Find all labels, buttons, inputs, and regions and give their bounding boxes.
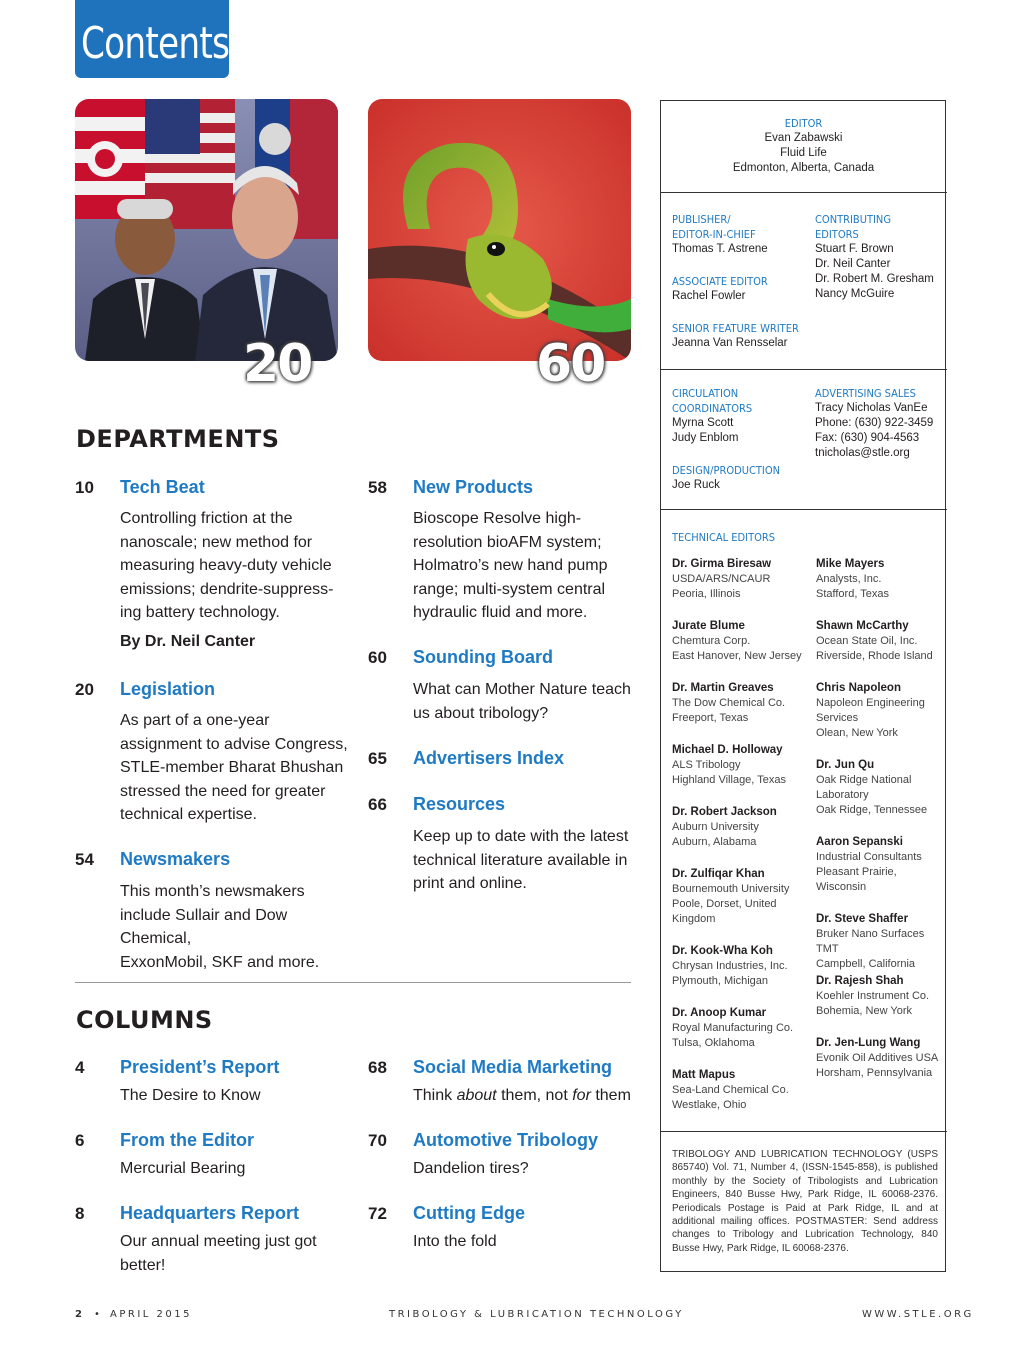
- editor-affiliation: Chemtura Corp. East Hanover, New Jersey: [672, 635, 802, 662]
- entry-description: Mercurial Bearing: [120, 1160, 246, 1177]
- entry-page: 58: [368, 478, 387, 497]
- editor-name: Dr. Jen-Lung Wang: [816, 1037, 921, 1049]
- editor-entry: [816, 758, 944, 835]
- circulation-label: CIRCULATION COORDINATORS: [672, 387, 753, 415]
- entry-title[interactable]: Resources: [413, 794, 506, 814]
- entry-description: As part of a one-year assignment to advise Congress, STLE-member Bharat Bhushan stressed the need for greater technical expertise.: [120, 712, 348, 823]
- publication-statement: TRIBOLOGY AND LUBRICATION TECHNOLOGY (USPS 865740) Vol. 71, Number 4, (ISSN-1545-858), is published monthly by the Society of Tribologists and Lubrication Engineers, 840 Busse Hwy, Park Ridge, IL 60068-2376. Periodicals Postage is Paid at Park Ridge, IL and at additional mailing offices. POSTMASTER: Send address changes to Tribology and Lubrication Technology, 840 Busse Hwy, Park Ridge, IL 60068-2376.: [672, 1149, 938, 1254]
- entry-page: 4: [75, 1058, 85, 1077]
- contents-header-tab: [75, 0, 229, 78]
- entry-title[interactable]: Cutting Edge: [413, 1203, 525, 1223]
- editor-affiliation: ALS Tribology Highland Village, Texas: [672, 759, 786, 786]
- footer-separator: •: [94, 1309, 103, 1320]
- footer-publication: TRIBOLOGY & LUBRICATION TECHNOLOGY: [389, 1309, 684, 1320]
- entry-title[interactable]: Tech Beat: [120, 477, 205, 497]
- departments-heading: DEPARTMENTS: [76, 425, 280, 453]
- publisher-label: PUBLISHER/ EDITOR-IN-CHIEF: [672, 213, 756, 241]
- entry-description: Dandelion tires?: [413, 1160, 529, 1177]
- entry-title[interactable]: New Products: [413, 477, 534, 497]
- editor-name: Mike Mayers: [816, 558, 885, 570]
- editor-name: Dr. Girma Biresaw: [672, 558, 772, 570]
- editor-name: Matt Mapus: [672, 1069, 736, 1081]
- editor-entry: [672, 681, 812, 743]
- editor-name: Jurate Blume: [672, 620, 745, 632]
- editor-affiliation: The Dow Chemical Co. Freeport, Texas: [672, 697, 786, 724]
- editor-affiliation: USDA/ARS/NCAUR Peoria, Illinois: [672, 573, 771, 600]
- editor-affiliation: Sea-Land Chemical Co. Westlake, Ohio: [672, 1084, 789, 1111]
- editor-name: Shawn McCarthy: [816, 620, 909, 632]
- entry-page: 66: [368, 795, 387, 814]
- editor-entry: [816, 681, 944, 758]
- footer-page-number: 2: [75, 1309, 82, 1320]
- design-name: Joe Ruck: [672, 479, 720, 491]
- entry-title[interactable]: President’s Report: [120, 1057, 280, 1077]
- editor-name: Dr. Jun Qu: [816, 759, 875, 771]
- entry-title[interactable]: Social Media Marketing: [413, 1057, 613, 1077]
- entry-title[interactable]: Automotive Tribology: [413, 1130, 599, 1150]
- entry-page: 60: [368, 648, 387, 667]
- editor-name: Michael D. Holloway: [672, 744, 783, 756]
- masthead-rule: [660, 192, 947, 193]
- photo-page-number: 20: [243, 334, 312, 394]
- editor-affiliation: Royal Manufacturing Co. Tulsa, Oklahoma: [672, 1022, 794, 1049]
- entry-title[interactable]: Legislation: [120, 679, 216, 699]
- entry-title[interactable]: From the Editor: [120, 1130, 254, 1150]
- entry-description: Keep up to date with the latest technical literature available in print and online.: [413, 828, 629, 892]
- editor-name: Dr. Zulfiqar Khan: [672, 868, 765, 880]
- entry-description: Controlling friction at the nanoscale; new method for measuring heavy-duty vehicle emissions; dendrite-suppress- ing battery technology.: [120, 510, 334, 621]
- entry-page: 20: [75, 680, 94, 699]
- editor-name: Chris Napoleon: [816, 682, 901, 694]
- editor-name: Dr. Anoop Kumar: [672, 1007, 767, 1019]
- editor-entry: [672, 619, 812, 681]
- editor-entry: [672, 1068, 812, 1130]
- editor-entry: [672, 1006, 812, 1068]
- entry-page: 65: [368, 749, 387, 768]
- entry-page: 10: [75, 478, 94, 497]
- technical-editors-label: TECHNICAL EDITORS: [672, 531, 776, 544]
- entry-byline: By Dr. Neil Canter: [120, 633, 256, 650]
- editor-entry: [816, 619, 944, 681]
- editor-name: Dr. Martin Greaves: [672, 682, 774, 694]
- editor-info: Evan Zabawski Fluid Life Edmonton, Alberta, Canada: [732, 132, 875, 174]
- editor-affiliation: Auburn University Auburn, Alabama: [672, 821, 759, 848]
- editor-affiliation: Napoleon Engineering Services Olean, New York: [816, 697, 925, 739]
- entry-title[interactable]: Sounding Board: [413, 647, 553, 667]
- photo-sounding-board: [368, 99, 631, 361]
- editor-name: Dr. Rajesh Shah: [816, 975, 904, 987]
- editor-entry: [672, 557, 812, 619]
- editor-entry: [672, 867, 812, 944]
- entry-page: 72: [368, 1204, 387, 1223]
- technical-editors-right: [816, 557, 944, 1098]
- senior-writer-label: SENIOR FEATURE WRITER: [672, 322, 799, 335]
- design-label: DESIGN/PRODUCTION: [672, 464, 781, 477]
- entry-description: This month’s newsmakers include Sullair and Dow Chemical, ExxonMobil, SKF and more.: [120, 883, 320, 971]
- masthead-rule: [660, 509, 947, 510]
- editor-entry: [816, 974, 944, 1036]
- footer-url[interactable]: WWW.STLE.ORG: [862, 1309, 974, 1320]
- editor-affiliation: Industrial Consultants Pleasant Prairie, Wisconsin: [816, 851, 922, 893]
- contributing-label: CONTRIBUTING EDITORS: [815, 213, 892, 241]
- circulation-names: Myrna Scott Judy Enblom: [672, 417, 739, 444]
- editor-affiliation: Bruker Nano Surfaces TMT Campbell, California: [816, 928, 925, 970]
- entry-page: 70: [368, 1131, 387, 1150]
- columns-heading: COLUMNS: [76, 1006, 213, 1034]
- editor-entry: [816, 835, 944, 912]
- entry-description: Think about them, not for them: [413, 1087, 631, 1104]
- advertising-info: Tracy Nicholas VanEe Phone: (630) 922-3459 Fax: (630) 904-4563 tnicholas@stle.org: [815, 402, 934, 459]
- entry-description: Bioscope Resolve high- resolution bioAFM system; Holmatro’s new hand pump range; multi-system central hydraulic fluid and more.: [413, 510, 608, 621]
- entry-title[interactable]: Headquarters Report: [120, 1203, 300, 1223]
- editor-affiliation: Ocean State Oil, Inc. Riverside, Rhode Island: [816, 635, 933, 662]
- entry-page: 68: [368, 1058, 387, 1077]
- advertising-label: ADVERTISING SALES: [815, 387, 916, 400]
- editor-entry: [672, 805, 812, 867]
- editor-name: Dr. Steve Shaffer: [816, 913, 909, 925]
- technical-editors-left: [672, 557, 812, 1130]
- editor-affiliation: Evonik Oil Additives USA Horsham, Pennsylvania: [816, 1052, 939, 1079]
- editor-name: Dr. Kook-Wha Koh: [672, 945, 773, 957]
- entry-description: Our annual meeting just got better!: [120, 1233, 317, 1274]
- associate-name: Rachel Fowler: [672, 290, 746, 302]
- entry-description: What can Mother Nature teach us about tribology?: [413, 681, 631, 722]
- contributing-names: Stuart F. Brown Dr. Neil Canter Dr. Robert M. Gresham Nancy McGuire: [815, 243, 934, 300]
- footer-date: APRIL 2015: [110, 1309, 192, 1320]
- photo-legislation: [75, 99, 338, 361]
- editor-entry: [672, 743, 812, 805]
- entry-title[interactable]: Advertisers Index: [413, 748, 565, 768]
- associate-label: ASSOCIATE EDITOR: [672, 275, 768, 288]
- entry-page: 54: [75, 850, 94, 869]
- entry-description: The Desire to Know: [120, 1087, 261, 1104]
- page-title: Contents: [81, 18, 230, 69]
- editor-affiliation: Koehler Instrument Co. Bohemia, New York: [816, 990, 930, 1017]
- editor-affiliation: Chrysan Industries, Inc. Plymouth, Michigan: [672, 960, 788, 987]
- entry-description: Into the fold: [413, 1233, 497, 1250]
- senior-writer-name: Jeanna Van Rensselar: [672, 337, 788, 349]
- editor-entry: [816, 912, 944, 974]
- masthead-rule: [660, 1131, 947, 1132]
- editor-entry: [672, 944, 812, 1006]
- entry-title[interactable]: Newsmakers: [120, 849, 231, 869]
- photo-page-number: 60: [536, 334, 605, 394]
- publisher-name: Thomas T. Astrene: [672, 243, 768, 255]
- editor-affiliation: Analysts, Inc. Stafford, Texas: [816, 573, 889, 600]
- editor-name: Aaron Sepanski: [816, 836, 903, 848]
- masthead-rule: [660, 369, 947, 370]
- entry-page: 6: [75, 1131, 85, 1150]
- section-divider: [75, 982, 631, 983]
- editor-label: EDITOR: [784, 117, 823, 130]
- entry-page: 8: [75, 1204, 85, 1223]
- editor-affiliation: Oak Ridge National Laboratory Oak Ridge, Tennessee: [816, 774, 928, 816]
- editor-entry: [816, 1036, 944, 1098]
- editor-name: Dr. Robert Jackson: [672, 806, 777, 818]
- editor-entry: [816, 557, 944, 619]
- editor-affiliation: Bournemouth University Poole, Dorset, United Kingdom: [672, 883, 790, 925]
